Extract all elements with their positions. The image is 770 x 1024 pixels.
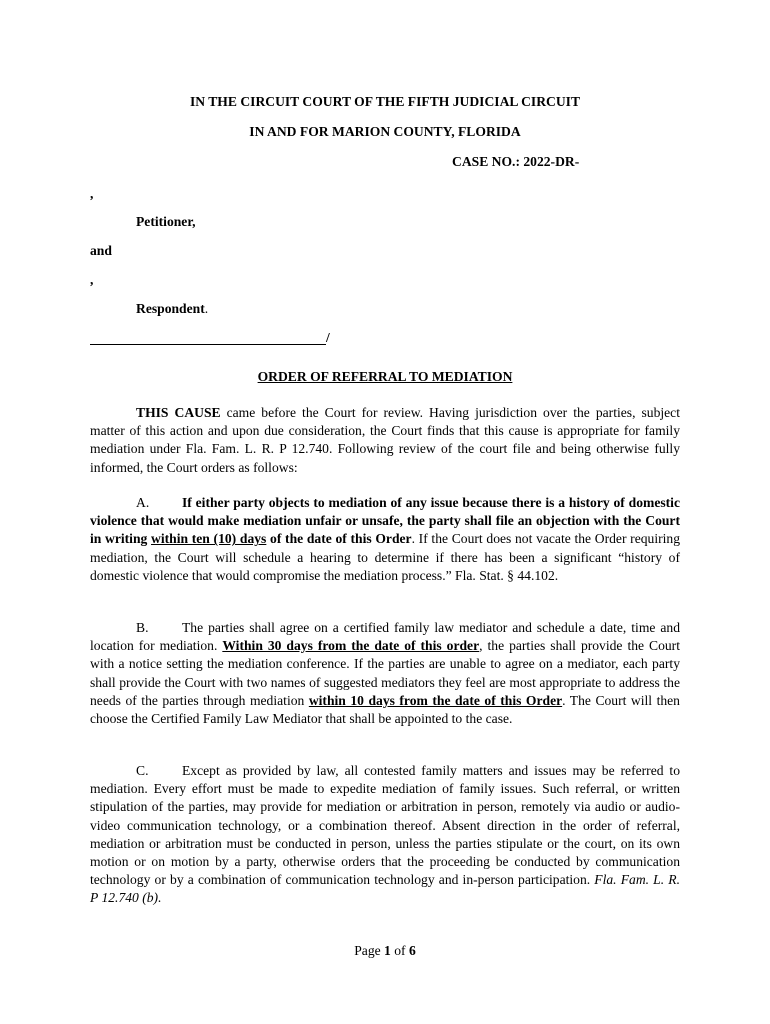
paragraph-a-bold2: of the date of this Order xyxy=(266,531,412,547)
paragraph-b-deadline2: within 10 days from the date of this Order xyxy=(308,692,563,708)
paragraph-c-citation: Fla. Fam. L. R. P 12.740 (b). xyxy=(90,872,680,906)
paragraph-c-text: Except as provided by law, all contested family matters and issues may be referred to mediation. Every effort must be made to expedite mediation of family issues. Such referral, or written stipulation of the parties, may provide for mediation or arbitration in person, remotely via audio or audio-video communication technology, or a combination thereof. Absent direction in the order of referral, mediation or arbitration must be conducted in person, unless the parties stipulate or the court, on its own motion or on motion by a party, otherwise orders that the proceeding be conducted by communication technology or by a combination of communication technology and in-person participation. xyxy=(90,763,680,888)
page-total: 6 xyxy=(408,943,416,958)
and-label: and xyxy=(90,243,112,258)
court-heading-line1: IN THE CIRCUIT COURT OF THE FIFTH JUDICIAL CIRCUIT xyxy=(189,94,581,109)
intro-paragraph xyxy=(90,404,680,477)
paragraph-b-text2: , the parties shall provide the Court with a notice setting the mediation conference. If the parties are unable to agree on a mediator, each party shall provide the Court with two names of suggested mediators they feel are most appropriate to address the needs of the parties through mediation xyxy=(90,638,680,708)
paragraph-a-bold1: If either party objects to mediation of any issue because there is a history of domestic violence that would make mediation unfair or unsafe, the party shall file an objection with the Court in writing xyxy=(90,495,680,547)
paragraph-a-deadline: within ten (10) days xyxy=(151,531,267,547)
page-number: 1 xyxy=(384,943,391,958)
court-heading-line2: IN AND FOR MARION COUNTY, FLORIDA xyxy=(249,124,521,139)
paragraph-b xyxy=(90,619,680,728)
case-number: CASE NO.: 2022-DR- xyxy=(452,154,580,169)
paragraph-b-text1: The parties shall agree on a certified family law mediator and schedule a date, time and location for mediation. xyxy=(90,620,680,654)
respondent-label: Respondent xyxy=(136,301,205,316)
petitioner-label: Petitioner, xyxy=(136,214,196,229)
caption-underline xyxy=(90,330,326,345)
caption-end-slash: / xyxy=(326,330,330,345)
paragraph-a-label: A. xyxy=(136,495,150,510)
of-word: of xyxy=(390,943,409,958)
page-footer xyxy=(0,943,770,959)
paragraph-b-text3: . The Court will then choose the Certified Family Law Mediator that shall be appointed to the case. xyxy=(90,692,680,727)
paragraph-b-deadline1: Within 30 days from the date of this order xyxy=(222,638,480,654)
respondent-label-line xyxy=(136,301,208,317)
respondent-period: . xyxy=(204,301,209,316)
paragraph-c-label: C. xyxy=(136,763,149,778)
order-title: ORDER OF REFERRAL TO MEDIATION xyxy=(257,369,513,384)
paragraph-c xyxy=(90,762,680,908)
respondent-name: , xyxy=(90,272,94,287)
paragraph-b-label: B. xyxy=(136,620,149,635)
petitioner-name: , xyxy=(90,186,94,201)
intro-lead: THIS CAUSE xyxy=(136,405,221,420)
intro-text: came before the Court for review. Having jurisdiction over the parties, subject matter of this action and upon due consideration, the Court finds that this cause is appropriate for family mediation under Fla. Fam. L. R. P 12.740. Following review of the court file and being otherwise fully informed, the Court orders as follows: xyxy=(90,405,680,475)
page-word: Page xyxy=(354,943,385,958)
paragraph-a xyxy=(90,494,680,585)
paragraph-a-text: . If the Court does not vacate the Order requiring mediation, the Court will schedule a hearing to determine if there has been a significant “history of domestic violence that would compromise the mediation process.” Fla. Stat. § 44.102. xyxy=(90,531,681,583)
